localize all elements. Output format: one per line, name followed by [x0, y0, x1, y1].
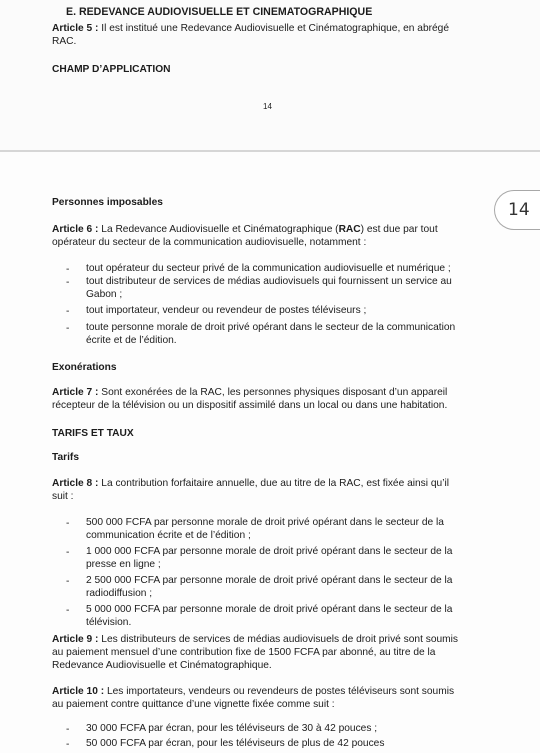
list-item: toute personne morale de droit privé opérant dans le secteur de la communication [86, 322, 456, 333]
bullet-dash: - [66, 264, 70, 275]
bullet-dash: - [66, 323, 70, 334]
article-7-line-1 [52, 387, 447, 400]
article-10-text: Les importateurs, vendeurs ou revendeurs de postes téléviseurs sont soumis [106, 686, 455, 697]
article-9-text: Les distributeurs de services de médias audiovisuels de droit privé sont soumis [101, 634, 459, 645]
article-6-text-a: La Redevance Audiovisuelle et Cinématographique ( [101, 224, 339, 235]
article-7-text: Sont exonérées de la RAC, les personnes physiques disposant d’un appareil [101, 387, 448, 398]
list-item: tout importateur, vendeur ou revendeur de postes téléviseurs ; [86, 305, 367, 316]
section-heading: E. REDEVANCE AUDIOVISUELLE ET CINEMATOGRAPHIQUE [66, 6, 373, 18]
article-5-line-2: RAC. [52, 36, 77, 47]
article-10-line-2: au paiement contre quittance d’une vignette fixée comme suit : [52, 699, 335, 710]
list-item: 30 000 FCFA par écran, pour les téléviseurs de 30 à 42 pouces ; [86, 723, 378, 734]
article-10-line-1 [52, 686, 454, 699]
article-6-line-2: opérateur du secteur de la communication audiovisuelle, notamment : [52, 237, 367, 248]
article-5-line-1 [52, 23, 449, 36]
list-item: tout opérateur du secteur privé de la communication audiovisuelle et numérique ; [86, 263, 451, 274]
article-9-line-1 [52, 634, 458, 647]
article-8-label: Article 8 : [52, 478, 99, 489]
bullet-dash: - [66, 605, 70, 616]
article-8-text: La contribution forfaitaire annuelle, due au titre de la RAC, est fixée ainsi qu’il [101, 478, 449, 489]
list-item: 2 500 000 FCFA par personne morale de droit privé opérant dans le secteur de la [86, 575, 453, 586]
personnes-heading: Personnes imposables [52, 197, 163, 208]
list-item: tout distributeur de services de médias audiovisuels qui fournissent un service au [86, 276, 452, 287]
list-item-cont: écrite et de l’édition. [86, 335, 177, 346]
exonerations-heading: Exonérations [52, 362, 117, 373]
article-7-label: Article 7 : [52, 387, 99, 398]
bullet-dash: - [66, 724, 70, 735]
list-item-cont: Gabon ; [86, 289, 123, 300]
article-9-line-2: au paiement mensuel d’une contribution fixe de 1500 FCFA par abonné, au titre de la [52, 647, 436, 658]
list-item-cont: télévision. [86, 617, 132, 628]
article-6-rac: RAC [338, 224, 361, 235]
list-item: 500 000 FCFA par personne morale de droit privé opérant dans le secteur de la [86, 517, 444, 528]
article-6-line-1 [52, 224, 438, 237]
bullet-dash: - [66, 739, 70, 750]
list-item: 1 000 000 FCFA par personne morale de droit privé opérant dans le secteur de la [86, 546, 453, 557]
article-6-label: Article 6 : [52, 224, 99, 235]
list-item-cont: radiodiffusion ; [86, 588, 153, 599]
list-item: 50 000 FCFA par écran, pour les téléviseurs de plus de 42 pouces [86, 738, 385, 749]
bullet-dash: - [66, 277, 70, 288]
article-8-line-2: suit : [52, 491, 74, 502]
list-item-cont: presse en ligne ; [86, 559, 161, 570]
article-7-line-2: récepteur de la télévision ou un dispositif assimilé dans un local ou dans une habitation. [52, 400, 448, 411]
champ-heading: CHAMP D’APPLICATION [52, 64, 171, 75]
bullet-dash: - [66, 306, 70, 317]
list-item-cont: communication écrite et de l’édition ; [86, 530, 251, 541]
tarifs-heading: TARIFS ET TAUX [52, 428, 134, 439]
page-number: 14 [263, 102, 272, 111]
article-5-text: Il est institué une Redevance Audiovisuelle et Cinématographique, en abrégé [101, 23, 450, 34]
bullet-dash: - [66, 576, 70, 587]
article-6-text-c: ) est due par tout [360, 224, 438, 235]
bullet-dash: - [66, 547, 70, 558]
article-10-label: Article 10 : [52, 686, 105, 697]
list-item: 5 000 000 FCFA par personne morale de droit privé opérant dans le secteur de la [86, 604, 453, 615]
tarifs-subheading: Tarifs [52, 452, 79, 463]
article-9-label: Article 9 : [52, 634, 99, 645]
bullet-dash: - [66, 518, 70, 529]
article-8-line-1 [52, 478, 449, 491]
page-indicator-number: 14 [508, 200, 530, 220]
article-9-line-3: Redevance Audiovisuelle et Cinématographique. [52, 660, 272, 671]
article-5-label: Article 5 : [52, 23, 99, 34]
